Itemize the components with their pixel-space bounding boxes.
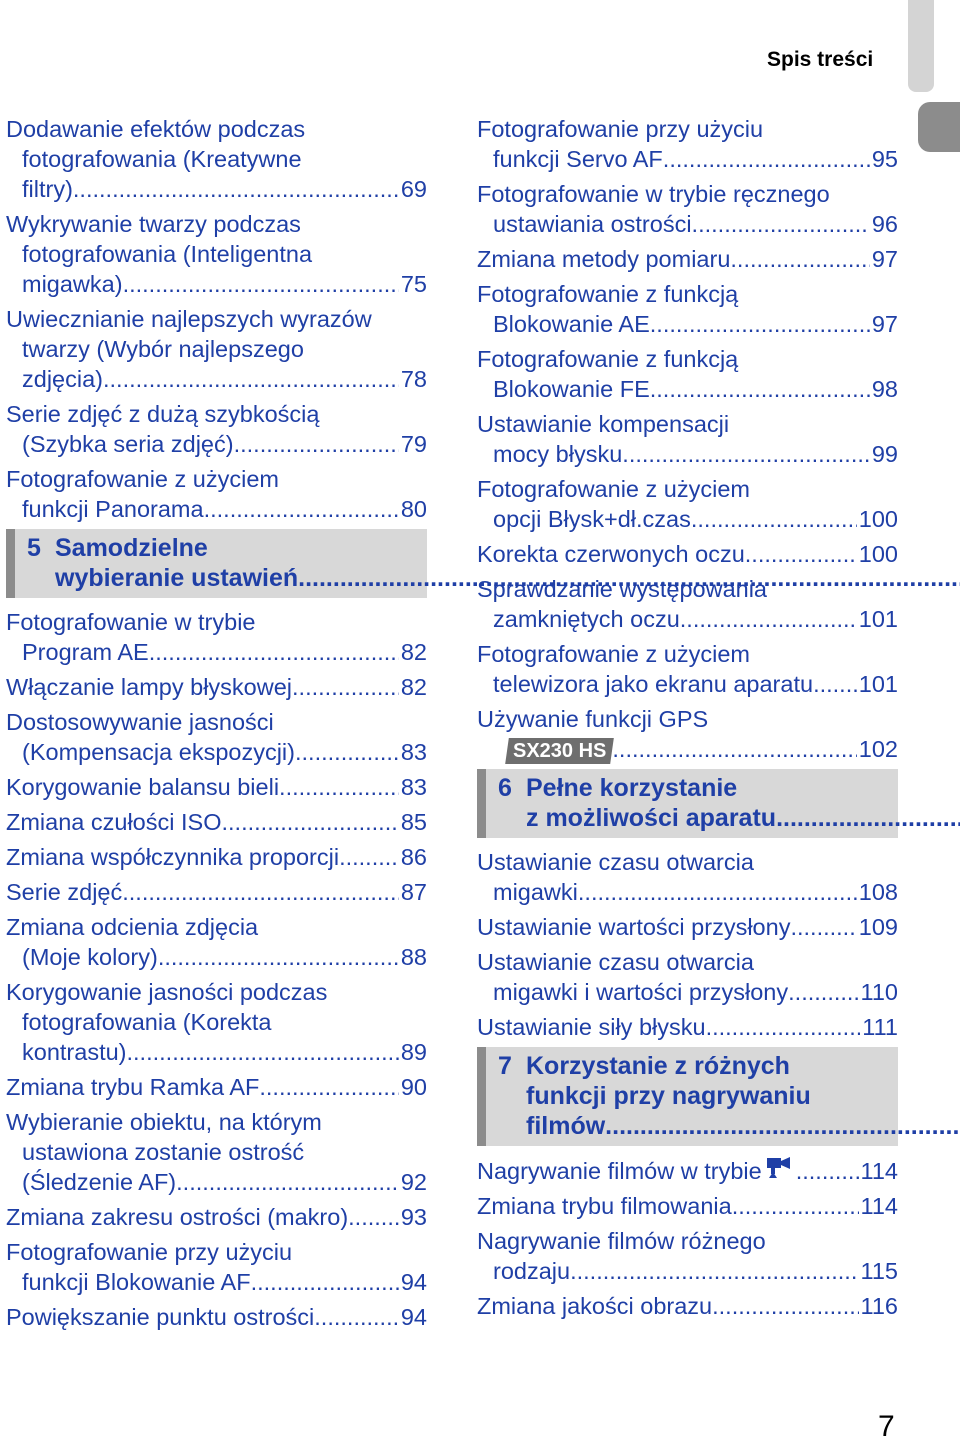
leader-dots: [570, 1256, 858, 1286]
chapter-title-line: Pełne korzystanie: [526, 774, 738, 802]
toc-page-number: 99: [871, 441, 898, 467]
leader-dots: [103, 364, 399, 394]
chapter-heading-6[interactable]: [477, 769, 898, 838]
movie-camera-icon: [766, 1155, 792, 1179]
toc-entry-text: Zmiana trybu filmowania: [477, 1193, 732, 1219]
toc-page-number: 90: [400, 1074, 427, 1100]
toc-entry[interactable]: [6, 464, 427, 524]
toc-entry-text: migawki: [493, 879, 578, 905]
toc-entry[interactable]: [6, 114, 427, 204]
toc-entry-last-line: [477, 539, 898, 569]
leader-dots: [650, 309, 870, 339]
toc-page-number: 100: [858, 506, 898, 532]
toc-page-number: 97: [871, 311, 898, 337]
toc-entry-line: Uwiecznianie najlepszych wyrazów: [6, 306, 372, 332]
leader-dots: [730, 244, 869, 274]
chapter-title: [526, 1051, 960, 1141]
toc-entry[interactable]: [477, 1291, 898, 1321]
toc-entry-text: funkcji Panorama: [22, 496, 204, 522]
model-badge-text: SX230 HS: [513, 740, 607, 762]
toc-entry-line: fotografowania (Inteligentna: [22, 241, 313, 267]
toc-entry-text: Blokowanie FE: [493, 376, 650, 402]
leader-dots: [692, 209, 870, 239]
toc-page-number: 85: [400, 809, 427, 835]
toc-entry[interactable]: [477, 847, 898, 907]
toc-entry-last-line: [6, 1302, 427, 1332]
toc-page-number: 94: [400, 1269, 427, 1295]
toc-entry-last-line: [477, 604, 898, 634]
toc-entry-line: fotografowania (Kreatywne: [22, 146, 302, 172]
chapter-heading-row: [498, 1051, 878, 1141]
toc-page-number: 108: [858, 879, 898, 905]
toc-entry-last-line: [477, 977, 898, 1007]
toc-entry[interactable]: [6, 1202, 427, 1232]
toc-right-column: [477, 114, 898, 1326]
toc-page-number: 109: [858, 914, 898, 940]
toc-entry[interactable]: [6, 877, 427, 907]
toc-entry[interactable]: [477, 344, 898, 404]
toc-entry-text: Serie zdjęć: [6, 879, 123, 905]
toc-page-number: 83: [400, 774, 427, 800]
toc-page-number: 79: [400, 431, 427, 457]
toc-entry-line: Dostosowywanie jasności: [6, 709, 274, 735]
toc-entry-text: migawki i wartości przysłony: [493, 979, 789, 1005]
toc-entry[interactable]: [6, 1302, 427, 1332]
toc-entry-last-line: [477, 912, 898, 942]
leader-dots: [691, 504, 857, 534]
toc-entry-line: ustawiona zostanie ostrość: [22, 1139, 305, 1165]
toc-page-number: 97: [871, 246, 898, 272]
toc-entry-line: Nagrywanie filmów różnego: [477, 1228, 766, 1254]
toc-entry-last-line: [6, 942, 427, 972]
toc-entry-line: Dodawanie efektów podczas: [6, 116, 306, 142]
page-header-title: Spis treści: [767, 48, 874, 71]
toc-entry-text: kontrastu): [22, 1039, 127, 1065]
toc-entry-text: opcji Błysk+dł.czas: [493, 506, 691, 532]
toc-entry-text: Zmiana czułości ISO: [6, 809, 222, 835]
toc-entry[interactable]: [477, 114, 898, 174]
leader-dots: [612, 734, 856, 764]
leader-dots: [234, 429, 399, 459]
toc-entry[interactable]: [6, 772, 427, 802]
toc-entry-last-line: [6, 1267, 427, 1297]
leader-dots: [650, 374, 870, 404]
leader-dots: [251, 1267, 399, 1297]
leader-dots: [813, 669, 857, 699]
toc-page-number: 101: [858, 606, 898, 632]
toc-entry-last-line: [6, 1167, 427, 1197]
toc-entry-line: twarzy (Wybór najlepszego: [22, 336, 304, 362]
chapter-title-last-line: [526, 803, 960, 833]
toc-entry-text: funkcji Servo AF: [493, 146, 663, 172]
leader-dots: [73, 174, 399, 204]
thumb-tab-chapter: [918, 102, 960, 152]
leader-dots: [663, 144, 870, 174]
toc-entry-line: Fotografowanie z użyciem: [6, 466, 279, 492]
toc-entry-last-line: [6, 637, 427, 667]
chapter-title-line: Korzystanie z różnych: [526, 1052, 790, 1080]
leader-dots: [776, 803, 960, 833]
toc-entry-text: (Moje kolory): [22, 944, 158, 970]
leader-dots: [127, 1037, 399, 1067]
toc-page-number: 101: [858, 671, 898, 697]
toc-page-number: 95: [871, 146, 898, 172]
toc-entry-last-line: [477, 374, 898, 404]
toc-entry-text: Program AE: [22, 639, 149, 665]
chapter-title-text: wybieranie ustawień: [55, 564, 299, 592]
toc-page-number: 86: [400, 844, 427, 870]
toc-entry[interactable]: [477, 1155, 898, 1186]
toc-page-number: 93: [400, 1204, 427, 1230]
page-number: 7: [878, 1410, 895, 1443]
toc-page-number: 102: [858, 736, 898, 762]
toc-entry[interactable]: [6, 977, 427, 1067]
toc-entry[interactable]: [477, 1226, 898, 1286]
toc-page-number: 114: [860, 1158, 898, 1184]
toc-page-number: 83: [400, 739, 427, 765]
chapter-heading-row: [498, 773, 878, 833]
leader-dots: [292, 672, 399, 702]
toc-entry-last-line: [477, 1012, 898, 1042]
toc-entry-text: Ustawianie siły błysku: [477, 1014, 706, 1040]
toc-entry-line: Wybieranie obiektu, na którym: [6, 1109, 322, 1135]
toc-entry[interactable]: [477, 639, 898, 699]
toc-page-number: 114: [860, 1193, 898, 1219]
toc-entry[interactable]: [477, 912, 898, 942]
toc-entry-last-line: [6, 807, 427, 837]
leader-dots: [122, 877, 399, 907]
toc-entry-last-line: [6, 269, 427, 299]
toc-left-column: [6, 114, 427, 1337]
toc-entry[interactable]: [6, 209, 427, 299]
toc-entry[interactable]: [6, 672, 427, 702]
toc-entry-last-line: [477, 144, 898, 174]
toc-entry[interactable]: [6, 304, 427, 394]
toc-entry-last-line: [6, 364, 427, 394]
chapter-heading-7[interactable]: [477, 1047, 898, 1146]
toc-entry-text: (Kompensacja ekspozycji): [22, 739, 295, 765]
toc-entry-text: Powiększanie punktu ostrości: [6, 1304, 315, 1330]
toc-entry[interactable]: [6, 807, 427, 837]
toc-entry-text: (Szybka seria zdjęć): [22, 431, 234, 457]
leader-dots: [259, 1072, 399, 1102]
leader-dots: [204, 494, 399, 524]
thumb-tab-top: [908, 0, 934, 92]
toc-entry[interactable]: [477, 409, 898, 469]
leader-dots: [279, 772, 399, 802]
toc-entry-text: funkcji Blokowanie AF: [22, 1269, 251, 1295]
toc-entry[interactable]: [6, 607, 427, 667]
toc-entry-line: Ustawianie kompensacji: [477, 411, 730, 437]
toc-entry-text: filtry): [22, 176, 73, 202]
toc-entry[interactable]: [477, 947, 898, 1007]
toc-entry-last-line: [477, 1256, 898, 1286]
toc-entry-last-line: [477, 1291, 898, 1321]
leader-dots: [176, 1167, 399, 1197]
toc-entry-line: Fotografowanie z użyciem: [477, 476, 750, 502]
toc-page-number: 75: [400, 271, 427, 297]
toc-page-number: 82: [400, 674, 427, 700]
chapter-title-text: z możliwości aparatu: [526, 804, 777, 832]
toc-entry-last-line: [477, 504, 898, 534]
leader-dots: [123, 269, 399, 299]
toc-entry[interactable]: [477, 474, 898, 534]
toc-entry[interactable]: [6, 912, 427, 972]
toc-entry-line: Sprawdzanie występowania: [477, 576, 767, 602]
toc-entry-text: telewizora jako ekranu aparatu: [493, 671, 814, 697]
chapter-title-text: filmów: [526, 1112, 606, 1140]
chapter-number: 7: [498, 1052, 512, 1080]
leader-dots: [605, 1111, 960, 1141]
toc-entry-last-line: [477, 244, 898, 274]
toc-entry-last-line: [477, 439, 898, 469]
toc-entry-text: (Śledzenie AF): [22, 1169, 177, 1195]
toc-entry-last-line: [6, 494, 427, 524]
chapter-title-line: Samodzielne: [55, 534, 208, 562]
leader-dots: [680, 604, 857, 634]
toc-entry-last-line: [6, 1202, 427, 1232]
toc-entry-line: Fotografowanie przy użyciu: [477, 116, 764, 142]
toc-entry-text: zamkniętych oczu: [493, 606, 680, 632]
leader-dots: [158, 942, 399, 972]
leader-dots: [295, 737, 399, 767]
toc-page-number: 94: [400, 1304, 427, 1330]
toc-entry[interactable]: [477, 574, 898, 634]
leader-dots: [732, 1191, 859, 1221]
toc-entry-text: Zmiana zakresu ostrości (makro): [6, 1204, 349, 1230]
toc-entry-text: Korekta czerwonych oczu: [477, 541, 745, 567]
toc-entry-text: Blokowanie AE: [493, 311, 650, 337]
toc-entry-text: Nagrywanie filmów w trybie: [477, 1158, 762, 1184]
toc-entry-line: Ustawianie czasu otwarcia: [477, 949, 754, 975]
toc-page-number: 82: [400, 639, 427, 665]
toc-entry-last-line: [477, 877, 898, 907]
chapter-title-line: funkcji przy nagrywaniu: [526, 1082, 811, 1110]
toc-entry-text: Włączanie lampy błyskowej: [6, 674, 293, 700]
toc-entry-text: Ustawianie wartości przysłony: [477, 914, 791, 940]
leader-dots: [348, 1202, 399, 1232]
toc-entry[interactable]: [6, 707, 427, 767]
toc-entry-text: Zmiana trybu Ramka AF: [6, 1074, 260, 1100]
toc-entry-last-line: [477, 209, 898, 239]
leader-dots: [314, 1302, 399, 1332]
toc-page-number: 96: [871, 211, 898, 237]
chapter-number: 5: [27, 534, 41, 562]
toc-page-number: 69: [400, 176, 427, 202]
toc-entry-text: Korygowanie balansu bieli: [6, 774, 280, 800]
toc-page-number: 92: [400, 1169, 427, 1195]
toc-page-number: 80: [400, 496, 427, 522]
toc-entry-last-line: [6, 842, 427, 872]
toc-entry-text: mocy błysku: [493, 441, 623, 467]
toc-entry-line: Używanie funkcji GPS: [477, 706, 709, 732]
toc-entry[interactable]: [6, 1237, 427, 1297]
toc-entry-last-line: [6, 772, 427, 802]
chapter-number: 6: [498, 774, 512, 802]
model-badge: [505, 738, 614, 764]
chapter-title-last-line: [526, 1111, 960, 1141]
toc-entry-text: Zmiana współczynnika proporcji: [6, 844, 340, 870]
toc-entry-last-line: [6, 1072, 427, 1102]
toc-entry-last-line: [6, 174, 427, 204]
toc-entry[interactable]: [477, 279, 898, 339]
chapter-heading-5[interactable]: [6, 529, 427, 598]
toc-entry-line: Fotografowanie w trybie: [6, 609, 256, 635]
leader-dots: [221, 807, 398, 837]
leader-dots: [796, 1156, 859, 1186]
toc-entry[interactable]: [6, 399, 427, 459]
toc-entry-last-line: [477, 669, 898, 699]
toc-entry-line: fotografowania (Korekta: [22, 1009, 272, 1035]
toc-entry-last-line: [477, 1155, 898, 1186]
toc-page-number: 110: [860, 979, 898, 1005]
toc-entry[interactable]: [477, 539, 898, 569]
toc-entry[interactable]: [477, 1191, 898, 1221]
toc-entry-line: Ustawianie czasu otwarcia: [477, 849, 754, 875]
toc-entry-text: Zmiana metody pomiaru: [477, 246, 731, 272]
toc-entry-last-line: [6, 877, 427, 907]
toc-entry-line: Fotografowanie z funkcją: [477, 281, 739, 307]
toc-entry-text: ustawiania ostrości: [493, 211, 692, 237]
leader-dots: [149, 637, 399, 667]
toc-entry-line: Fotografowanie przy użyciu: [6, 1239, 293, 1265]
toc-entry-text: Zmiana jakości obrazu: [477, 1293, 713, 1319]
toc-page-number: 78: [400, 366, 427, 392]
leader-dots: [790, 912, 856, 942]
toc-entry-line: Fotografowanie z funkcją: [477, 346, 739, 372]
toc-entry-text: migawka): [22, 271, 123, 297]
toc-entry-last-line: [6, 429, 427, 459]
toc-entry-line: Wykrywanie twarzy podczas: [6, 211, 301, 237]
chapter-heading-row: [27, 533, 407, 593]
toc-entry-last-line: [6, 672, 427, 702]
toc-entry-last-line: [477, 1191, 898, 1221]
toc-entry-last-line: [6, 1037, 427, 1067]
leader-dots: [788, 977, 858, 1007]
toc-page-number: 98: [871, 376, 898, 402]
toc-entry-line: Zmiana odcienia zdjęcia: [6, 914, 259, 940]
toc-entry[interactable]: [477, 1012, 898, 1042]
toc-page-number: 89: [400, 1039, 427, 1065]
toc-page-number: 116: [860, 1293, 898, 1319]
leader-dots: [712, 1291, 858, 1321]
toc-entry[interactable]: [6, 842, 427, 872]
toc-page-number: 88: [400, 944, 427, 970]
leader-dots: [578, 877, 857, 907]
leader-dots: [706, 1012, 861, 1042]
chapter-title: [526, 773, 960, 833]
leader-dots: [622, 439, 870, 469]
toc-entry-last-line: [6, 737, 427, 767]
toc-entry[interactable]: [477, 704, 898, 764]
leader-dots: [339, 842, 399, 872]
toc-entry-last-line: [477, 309, 898, 339]
toc-entry-last-line: [477, 734, 898, 764]
toc-entry-text: rodzaju: [493, 1258, 571, 1284]
toc-entry-text: zdjęcia): [22, 366, 103, 392]
toc-entry[interactable]: [477, 179, 898, 239]
toc-entry[interactable]: [6, 1072, 427, 1102]
toc-page-number: 115: [860, 1258, 898, 1284]
toc-entry-line: Korygowanie jasności podczas: [6, 979, 328, 1005]
toc-entry-line: Fotografowanie w trybie ręcznego: [477, 181, 830, 207]
toc-entry-line: Serie zdjęć z dużą szybkością: [6, 401, 320, 427]
toc-page-number: 111: [862, 1014, 898, 1040]
leader-dots: [745, 539, 857, 569]
toc-entry[interactable]: [6, 1107, 427, 1197]
toc-entry[interactable]: [477, 244, 898, 274]
toc-entry-line: Fotografowanie z użyciem: [477, 641, 750, 667]
toc-page-number: 100: [858, 541, 898, 567]
toc-page-number: 87: [400, 879, 427, 905]
